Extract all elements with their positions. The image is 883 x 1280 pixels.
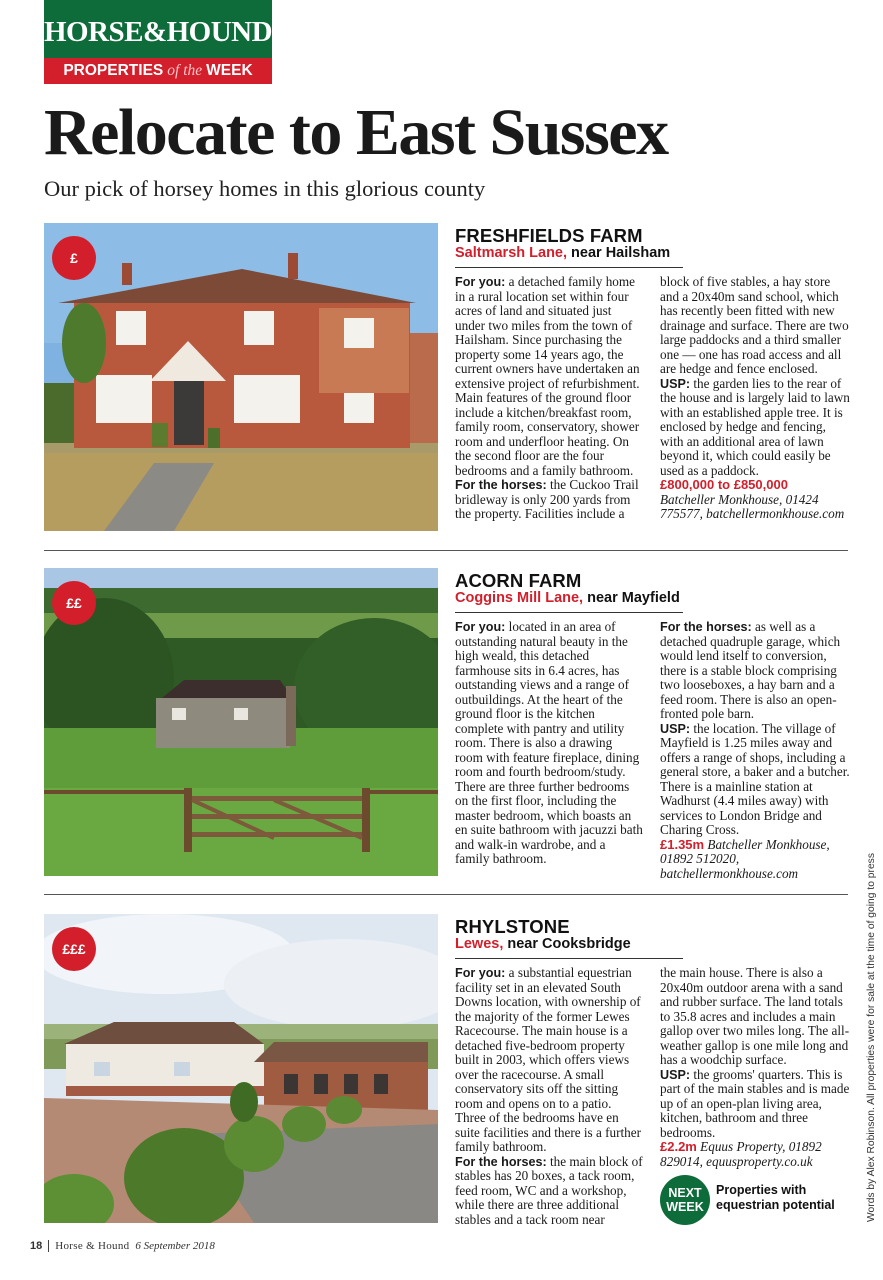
paragraph	[660, 377, 852, 479]
property-photo	[44, 223, 438, 531]
page-number: 18	[30, 1240, 43, 1252]
standfirst: Our pick of horsey homes in this glorious county	[44, 176, 486, 201]
masthead-logo	[44, 0, 272, 84]
price: £1.35m	[660, 836, 705, 852]
text-column-1	[455, 966, 643, 1227]
lead-label: For you:	[455, 966, 506, 980]
property-photo	[44, 914, 438, 1223]
near-town: near Cooksbridge	[507, 936, 631, 952]
paragraph-text: the Cuckoo Trail bridleway is only 200 yards from the property. Facilities include a	[455, 477, 639, 521]
paragraph	[660, 275, 852, 377]
paragraph-text: the location. The village of Mayfield is 1.25 miles away and offers a range of shops, including a general store, a baker and a butcher. There is a mainline station at Wadhurst (4.4 miles away) with services to London Bridge and Charing Cross.	[660, 720, 850, 837]
text-column-1	[455, 620, 643, 867]
section-of: of the	[167, 62, 203, 79]
property-location	[455, 245, 670, 261]
page-headline: Relocate to East Sussex	[44, 96, 668, 169]
road-name: Saltmarsh Lane,	[455, 245, 568, 261]
next-week-line2: WEEK	[666, 1200, 704, 1214]
section-divider	[44, 550, 848, 551]
paragraph	[660, 1068, 852, 1141]
paragraph	[660, 966, 852, 1068]
listing-freshfields-farm	[44, 223, 848, 543]
paragraph-text: the main block of stables has 20 boxes, a tack room, feed room, WC and a workshop, while there are three additional stables and a tack room near	[455, 1153, 643, 1227]
paragraph	[455, 1155, 643, 1228]
subtitle-rule	[455, 612, 683, 613]
paragraph-text: the main house. There is also a 20x40m outdoor arena with a sand and rubber surface. The land totals to 35.8 acres and includes a main gallop over two miles long. The all-weather gallop is one mile long and has a woodchip surface.	[660, 965, 850, 1067]
text-column-2	[660, 620, 852, 881]
price-band-badge: £££	[52, 927, 96, 971]
lead-label: For the horses:	[660, 620, 752, 634]
section-divider	[44, 894, 848, 895]
footer-divider	[48, 1240, 49, 1252]
agent-contact: Batcheller Monkhouse, 01892 512020, batchellermonkhouse.com	[660, 836, 830, 881]
paragraph-text: a detached family home in a rural location set within four acres of land and situated just under two miles from the town of Hailsham. Since purchasing the property some 14 years ago, the current owners have undertaken an extensive project of refurbishment. Main features of the ground floor include a kitchen/breakfast room, family room, conservatory, shower room and underfloor heating. On the second floor are the four bedrooms and a family bathroom.	[455, 274, 640, 478]
side-credit: Words by Alex Robinson. All properties were for sale at the time of going to press	[866, 853, 877, 1222]
section-name	[44, 58, 272, 84]
magazine-name: Horse & Hound	[55, 1240, 130, 1252]
text-column-2	[660, 275, 852, 522]
price-line	[660, 1140, 852, 1169]
price-line	[660, 838, 852, 882]
lead-label: For the horses:	[455, 478, 547, 492]
next-week-badge	[660, 1175, 710, 1225]
paragraph-text: a substantial equestrian facility set in an elevated South Downs location, with ownership of the majority of the former Lewes Racecourse. The main house is a detached five-bedroom property built in 2003, which offers views over the racecourse. A small conservatory sits off the sitting room and opens on to a patio. Three of the bedrooms have en suite facilities and there is a further family bathroom.	[455, 965, 642, 1154]
paragraph-text: as well as a detached quadruple garage, which would lend itself to conversion, there is a stable block comprising two looseboxes, a hay barn and a feed room. There is also an open-fronted pole barn.	[660, 619, 841, 721]
listing-rhylstone	[44, 914, 848, 1228]
near-town: near Mayfield	[587, 590, 680, 606]
property-name: ACORN FARM	[455, 570, 582, 591]
paragraph	[660, 620, 852, 722]
brand-name: HORSE&HOUND	[44, 0, 272, 58]
price: £2.2m	[660, 1139, 697, 1154]
property-name: FRESHFIELDS FARM	[455, 225, 643, 246]
lead-label: USP:	[660, 721, 691, 736]
page-footer	[30, 1240, 215, 1252]
lead-label: For the horses:	[455, 1154, 547, 1169]
price-band-badge: £	[52, 236, 96, 280]
lead-label: USP:	[660, 376, 691, 391]
text-column-1	[455, 275, 643, 522]
property-name: RHYLSTONE	[455, 916, 570, 937]
section-pre: PROPERTIES	[63, 62, 164, 79]
paragraph	[455, 275, 643, 478]
text-column-2	[660, 966, 852, 1169]
section-post: WEEK	[206, 62, 253, 79]
next-week-line1: NEXT	[668, 1186, 702, 1200]
subtitle-rule	[455, 267, 683, 268]
paragraph-text: block of five stables, a hay store and a 20x40m sand school, which has recently been fitted with new drainage and surface. There are two large paddocks and a third smaller one — one has road access and all are hedge and fence enclosed.	[660, 274, 849, 376]
paragraph	[455, 620, 643, 867]
property-location	[455, 936, 631, 952]
property-photo	[44, 568, 438, 876]
agent-contact: Batcheller Monkhouse, 01424 775577, batchellermonkhouse.com	[660, 491, 845, 521]
paragraph-text: the garden lies to the rear of the house and is largely laid to lawn with an established apple tree. It is enclosed by hedge and fencing, with an additional area of lawn beyond it, which could easily be used as a paddock.	[660, 375, 850, 478]
near-town: near Hailsham	[571, 245, 671, 261]
next-week-text: Properties with equestrian potential	[716, 1183, 835, 1212]
paragraph-text: the grooms' quarters. This is part of the main stables and is made up of an open-plan living area, kitchen, bathroom and three bedrooms.	[660, 1066, 850, 1140]
road-name: Lewes,	[455, 936, 504, 952]
price-band-badge: ££	[52, 581, 96, 625]
paragraph	[660, 722, 852, 838]
lead-label: USP:	[660, 1067, 691, 1082]
paragraph	[455, 966, 643, 1155]
price: £800,000 to £850,000	[660, 477, 788, 492]
paragraph-text: located in an area of outstanding natural beauty in the high weald, this detached farmhouse sits in 6.4 acres, has outstanding views and a range of outbuildings. At the heart of the ground floor is the kitchen complete with pantry and utility room. There is also a drawing room with feature fireplace, dining room and fourth bedroom/study. There are three further bedrooms on the first floor, including the master bedroom, which boasts an en suite bathroom with jacuzzi bath and walk-in wardrobe, and a family bathroom.	[455, 619, 643, 866]
lead-label: For you:	[455, 275, 506, 289]
issue-date: 6 September 2018	[135, 1240, 215, 1252]
lead-label: For you:	[455, 620, 506, 634]
subtitle-rule	[455, 958, 683, 959]
listing-acorn-farm	[44, 568, 848, 886]
agent-contact: Equus Property, 01892 829014, equusproperty.co.uk	[660, 1139, 822, 1169]
property-location	[455, 590, 680, 606]
paragraph	[455, 478, 643, 522]
road-name: Coggins Mill Lane,	[455, 590, 584, 606]
